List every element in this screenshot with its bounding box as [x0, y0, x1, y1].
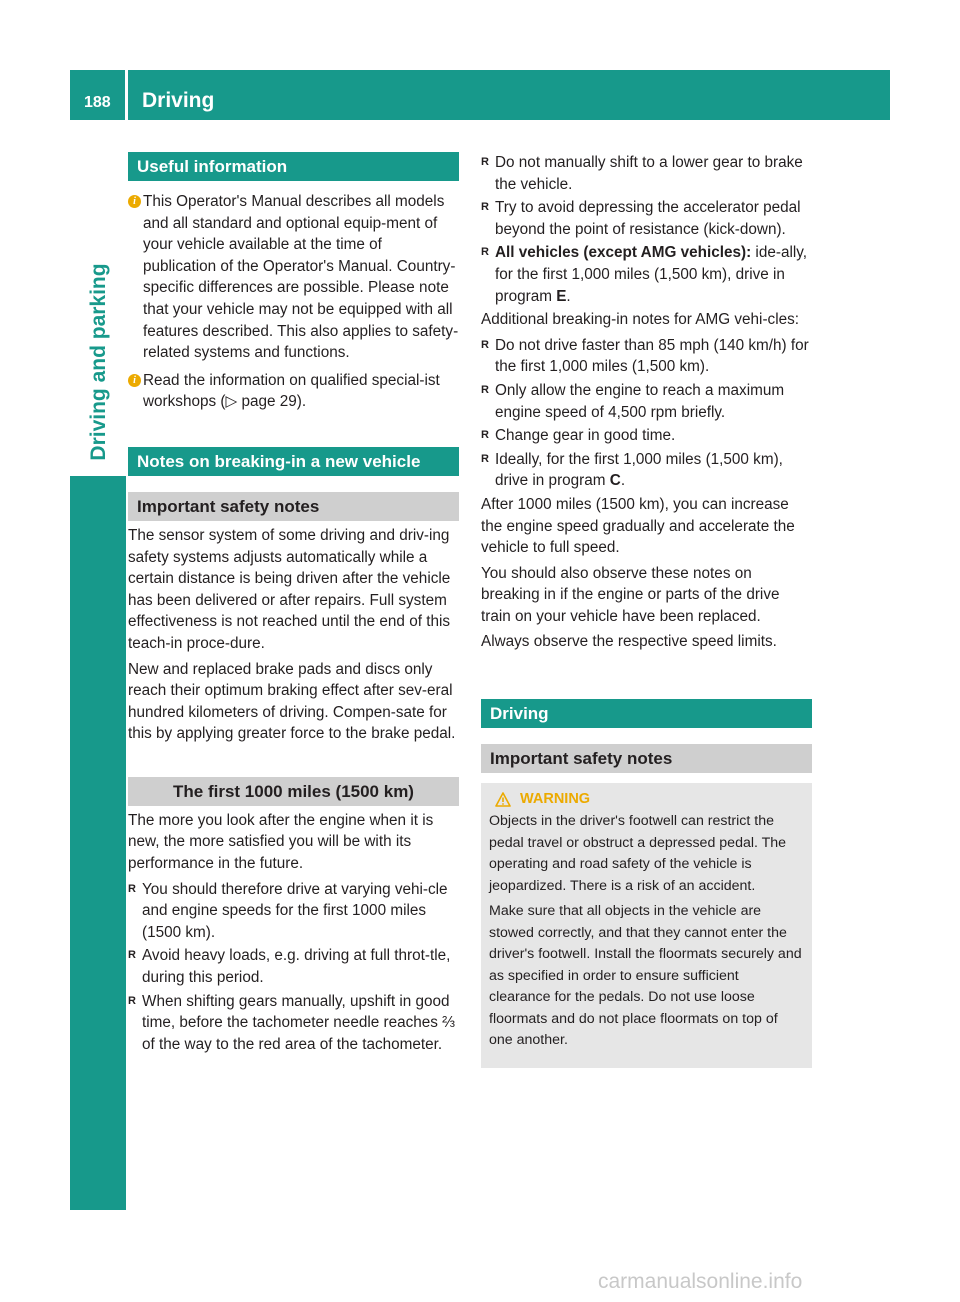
- list-item-text: Avoid heavy loads, e.g. driving at full throt-tle, during this period.: [142, 947, 451, 987]
- left-column: [128, 152, 459, 1057]
- bullet-list: [481, 335, 812, 492]
- list-item-text: You should therefore drive at varying vehi-cle and engine speeds for the first 1000 miles (1500 km).: [142, 880, 448, 941]
- bullet-r-icon: R: [481, 246, 489, 259]
- section-heading-driving: Driving: [481, 699, 812, 728]
- list-item: [128, 945, 459, 988]
- bullet-r-icon: R: [481, 383, 489, 396]
- paragraph: The more you look after the engine when it is new, the more satisfied you will be with its performance in the future.: [128, 811, 434, 873]
- page-number: 188: [84, 94, 111, 111]
- paragraph: Always observe the respective speed limits.: [481, 633, 777, 651]
- warning-box: [481, 783, 812, 1068]
- bullet-r-icon: R: [481, 201, 489, 214]
- bullet-r-icon: R: [481, 452, 489, 465]
- section-heading-breaking-in: Notes on breaking-in a new vehicle: [128, 447, 459, 476]
- bullet-r-icon: R: [128, 882, 136, 895]
- info-text: This Operator's Manual describes all models and all standard and optional equip-ment of your vehicle available at the time of publication of the Operator's Manual. Country-specific differences are possible. Please note that your vehicle may not be equipped with all features described. This also applies to safety-related systems and functions.: [143, 193, 459, 362]
- list-item: [128, 879, 459, 944]
- bullet-r-icon: R: [481, 429, 489, 442]
- list-item-text: When shifting gears manually, upshift in good time, before the tachometer needle reaches ⅔ of the way to the red area of the tachometer.: [142, 992, 455, 1053]
- subsection-heading-safety-notes: Important safety notes: [128, 492, 459, 521]
- list-item-text: Change gear in good time.: [495, 427, 676, 445]
- list-item-end: .: [620, 472, 626, 490]
- bullet-r-icon: R: [128, 994, 136, 1007]
- program-letter: E: [556, 287, 567, 305]
- warning-triangle-icon: [495, 792, 511, 807]
- program-letter: C: [609, 472, 621, 490]
- list-item-text: Try to avoid depressing the accelerator pedal beyond the point of resistance (kick-down).: [495, 199, 801, 238]
- list-item: [481, 242, 812, 307]
- bullet-list: [128, 879, 459, 1056]
- list-item: [481, 197, 812, 240]
- list-item: [481, 425, 812, 447]
- side-tab-label: [84, 252, 114, 472]
- info-icon: i: [128, 374, 141, 387]
- warning-text: Make sure that all objects in the vehicle are stowed correctly, and that they cannot enter the driver's footwell. Install the floormats securely and as specified in order to ensure sufficient clearance for the pedals. Do not use loose floormats and do not place floormats on top of one another.: [489, 903, 802, 1049]
- side-tab-block: [70, 476, 126, 1210]
- page-title: Driving: [142, 89, 215, 112]
- warning-text: Objects in the driver's footwell can restrict the pedal travel or obstruct a depressed pedal. The operating and road safety of the vehicle is jeopardized. There is a risk of an accident.: [489, 813, 787, 894]
- paragraph: The sensor system of some driving and driv-ing safety systems adjusts automatically while a certain distance is being driven after the vehicle has been delivered or after repairs. Full system effectiveness is not reached until the end of this teach-in proce-dure.: [128, 526, 451, 652]
- subsection-heading-first-1000-miles: The first 1000 miles (1500 km): [128, 777, 459, 806]
- paragraph: After 1000 miles (1500 km), you can increase the engine speed gradually and accelerate the vehicle to full speed.: [481, 495, 795, 557]
- list-item: [481, 380, 812, 423]
- info-note: [128, 191, 459, 364]
- list-item-text: Only allow the engine to reach a maximum engine speed of 4,500 rpm briefly.: [495, 381, 785, 421]
- list-item-bold: All vehicles (except AMG vehicles):: [495, 244, 752, 262]
- list-item: [128, 991, 459, 1056]
- watermark: carmanualsonline.info: [598, 1270, 803, 1293]
- list-item-text: Do not manually shift to a lower gear to brake the vehicle.: [495, 154, 803, 193]
- list-item-text: ide-ally, for the first 1,000 miles (1,500 km), drive in program: [495, 244, 808, 305]
- subsection-heading-safety-notes: Important safety notes: [481, 744, 812, 773]
- warning-header: [489, 791, 804, 807]
- side-tab-text: Driving and parking: [87, 263, 110, 461]
- right-column: [481, 152, 812, 1068]
- list-item-end: .: [566, 287, 571, 305]
- info-note: [128, 370, 459, 413]
- paragraph: Additional breaking-in notes for AMG vehi-cles:: [481, 311, 799, 329]
- section-heading-useful-information: Useful information: [128, 152, 459, 181]
- list-item: [481, 152, 812, 195]
- paragraph: New and replaced brake pads and discs only reach their optimum braking effect after sev-eral hundred kilometers of driving. Compen-sate for this by applying greater force to the brake pedal.: [128, 660, 456, 743]
- list-item-text: Do not drive faster than 85 mph (140 km/h) for the first 1,000 miles (1,500 km).: [495, 336, 809, 376]
- bullet-list: [481, 152, 812, 307]
- bullet-r-icon: R: [128, 949, 136, 962]
- list-item: [481, 335, 812, 378]
- warning-label: WARNING: [520, 791, 591, 808]
- bullet-r-icon: R: [481, 156, 489, 168]
- list-item: [481, 449, 812, 492]
- paragraph: You should also observe these notes on breaking in if the engine or parts of the drive train on your vehicle have been replaced.: [481, 564, 780, 625]
- info-text: Read the information on qualified special-ist workshops (▷ page 29).: [143, 371, 440, 411]
- info-icon: i: [128, 195, 141, 208]
- list-item-text: Ideally, for the first 1,000 miles (1,500 km), drive in program: [495, 450, 783, 490]
- header-divider: [125, 70, 128, 120]
- bullet-r-icon: R: [481, 338, 489, 351]
